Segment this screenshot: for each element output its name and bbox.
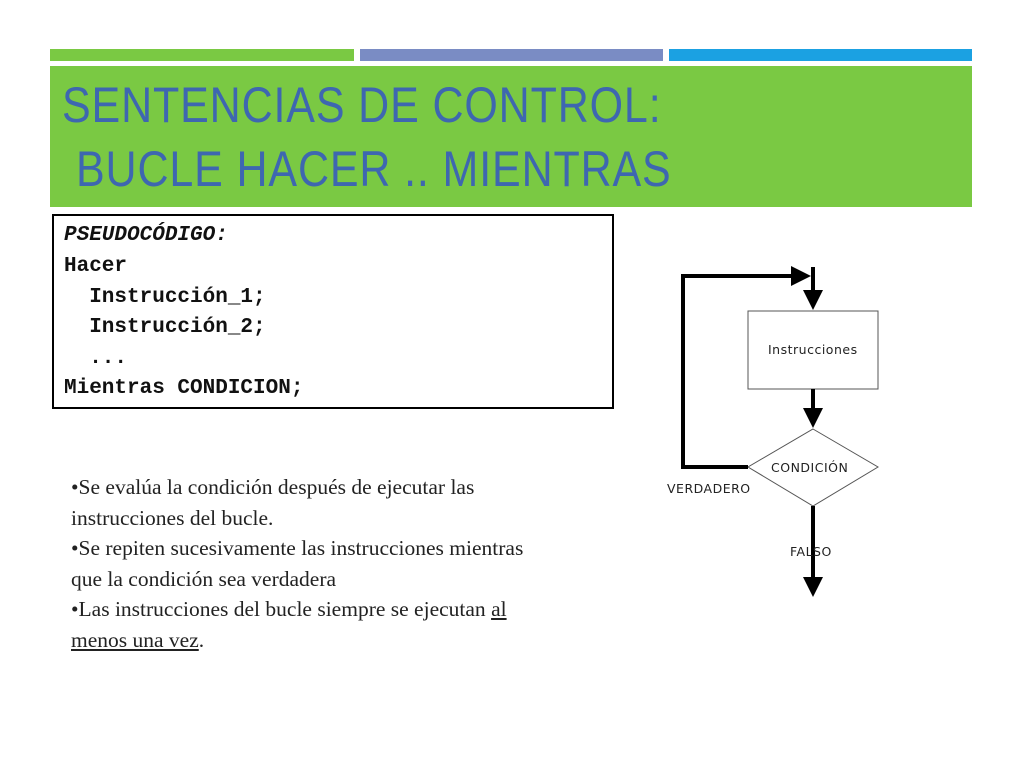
bullet-1-line-2: instrucciones del bucle. — [71, 505, 274, 530]
pseudocode-line: ... — [64, 347, 128, 370]
bullet-3-underlined-al: al — [491, 597, 507, 621]
pseudocode-line: Instrucción_1; — [64, 286, 266, 309]
bullet-1-line-1: •Se evalúa la condición después de ejecutar las — [71, 475, 475, 499]
slide-title-line-1: SENTENCIAS DE CONTROL: — [62, 77, 662, 133]
bullet-3-period: . — [198, 627, 205, 652]
decision-label: CONDICIÓN — [771, 460, 849, 475]
pseudocode-line: Mientras CONDICION; — [64, 377, 304, 400]
pseudocode-line: Hacer — [64, 255, 128, 278]
true-branch-label: VERDADERO — [667, 481, 751, 496]
bullet-2-line-1: •Se repiten sucesivamente las instrucciones mientras — [71, 536, 524, 560]
slide-title-line-2: BUCLE HACER .. MIENTRAS — [76, 141, 672, 197]
bullet-3-underlined-rest: menos una vez — [71, 627, 199, 652]
bullet-2-line-2: que la condición sea verdadera — [71, 566, 337, 591]
bullet-3-text: •Las instrucciones del bucle siempre se ejecutan — [71, 597, 492, 621]
pseudocode-line: Instrucción_2; — [64, 316, 266, 339]
process-label: Instrucciones — [768, 342, 858, 357]
false-branch-label: FALSO — [790, 544, 832, 559]
pseudocode-heading: PSEUDOCÓDIGO: — [64, 224, 228, 247]
